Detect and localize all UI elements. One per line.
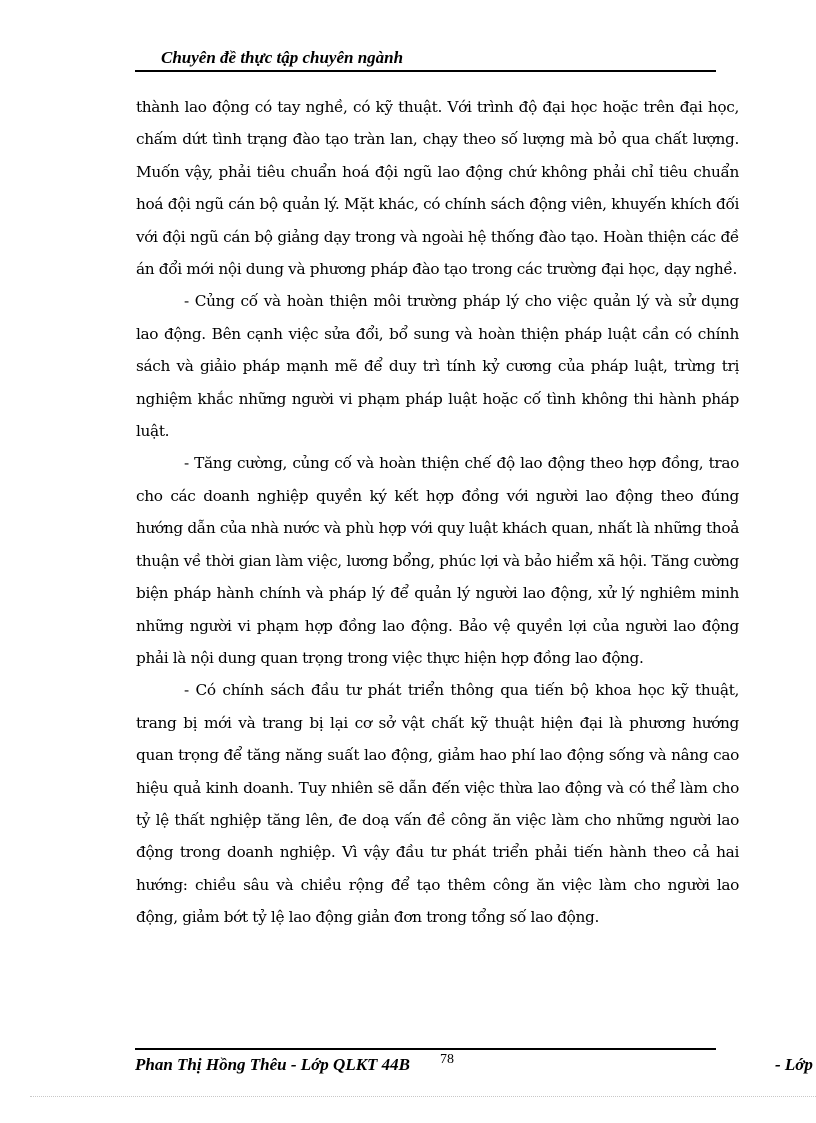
- paragraph: - Củng cố và hoàn thiện môi trường pháp lý cho việc quản lý và sử dụng lao động. Bên cạnh việc sửa đổi, bổ sung và hoàn thiện pháp luật cần có chính sách và giảio pháp mạnh mẽ để duy trì tính kỷ cương của pháp luật, trừng trị nghiệm khắc những người vi phạm pháp luật hoặc cố tình không thi hành pháp luật.: [136, 292, 739, 441]
- paragraph: - Có chính sách đầu tư phát triển thông qua tiến bộ khoa học kỹ thuật, trang bị mới và trang bị lại cơ sở vật chất kỹ thuật hiện đại là phương hướng quan trọng để tăng năng suất lao động, giảm hao phí lao động sống và nâng cao hiệu quả kinh doanh. Tuy nhiên sẽ dẫn đến việc thừa lao động và có thể làm cho tỷ lệ thất nghiệp tăng lên, đe doạ vấn đề công ăn việc làm cho những người lao động trong doanh nghiệp. Vì vậy đầu tư phát triển phải tiến hành theo cả hai hướng: chiều sâu và chiều rộng để tạo thêm công ăn việc làm cho người lao động, giảm bớt tỷ lệ lao động giản đơn trong tổng số lao động.: [136, 681, 739, 927]
- header-rule: [135, 70, 716, 72]
- page-number: 78: [440, 1052, 454, 1067]
- body-text: [136, 91, 739, 934]
- paragraph: thành lao động có tay nghề, có kỹ thuật. Với trình độ đại học hoặc trên đại học, chấm dứt tình trạng đào tạo tràn lan, chạy theo số lượng mà bỏ qua chất lượng. Muốn vậy, phải tiêu chuẩn hoá đội ngũ lao động chứ không phải chỉ tiêu chuẩn hoá đội ngũ cán bộ quản lý. Mặt khác, có chính sách động viên, khuyến khích đối với đội ngũ cán bộ giảng dạy trong và ngoài hệ thống đào tạo. Hoàn thiện các đề án đổi mới nội dung và phương pháp đào tạo trong các trường đại học, dạy nghề.: [136, 98, 739, 279]
- footer-rule: [135, 1048, 716, 1050]
- header-title: Chuyên đề thực tập chuyên ngành: [161, 48, 404, 67]
- page-break-divider: [30, 1096, 816, 1097]
- footer-author: Phan Thị Hồng Thêu - Lớp QLKT 44B: [135, 1055, 411, 1074]
- paragraph: - Tăng cường, củng cố và hoàn thiện chế độ lao động theo hợp đồng, trao cho các doanh nghiệp quyền ký kết hợp đồng với người lao động theo đúng hướng dẫn của nhà nước và phù hợp với quy luật khách quan, nhất là những thoả thuận về thời gian làm việc, lương bổng, phúc lợi và bảo hiểm xã hội. Tăng cường biện pháp hành chính và pháp lý để quản lý người lao động, xử lý nghiêm minh những người vi phạm hợp đồng lao động. Bảo vệ quyền lợi của người lao động phải là nội dung quan trọng trong việc thực hiện hợp đồng lao động.: [136, 454, 739, 667]
- footer-right-text: - Lớp: [775, 1055, 813, 1074]
